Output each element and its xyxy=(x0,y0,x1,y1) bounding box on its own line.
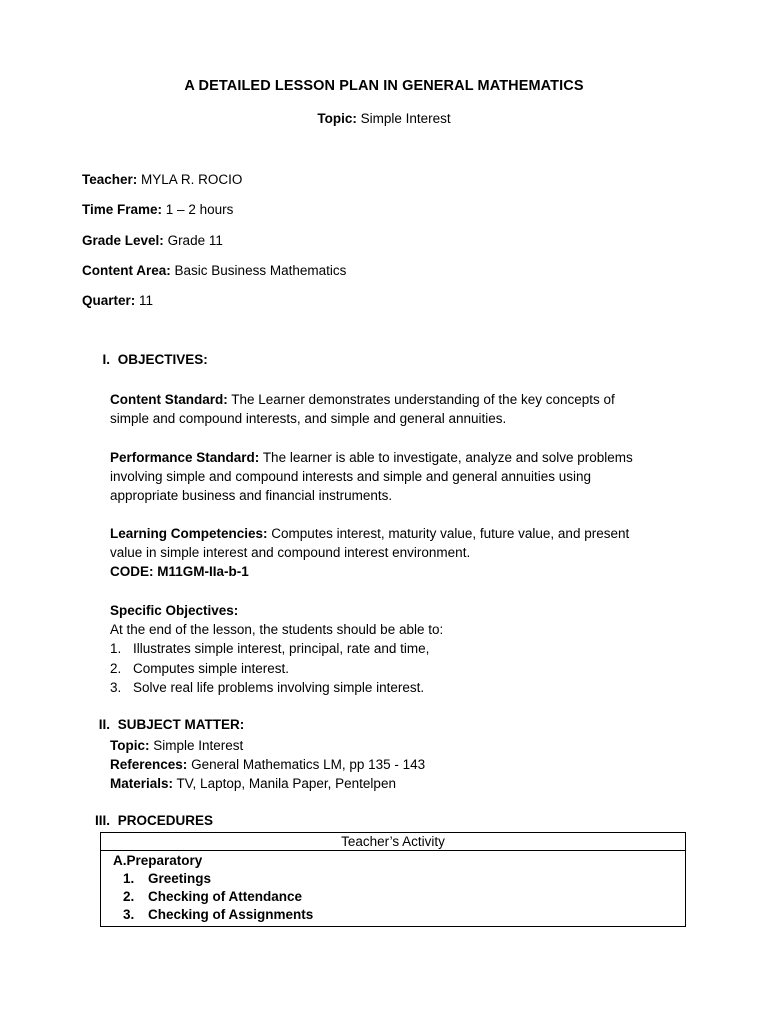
section-objectives-heading xyxy=(84,352,208,367)
preparatory-list xyxy=(113,870,685,924)
section-title: OBJECTIVES: xyxy=(117,352,208,367)
list-item xyxy=(123,888,685,906)
table-header-row xyxy=(101,833,686,851)
meta-label: Grade Level: xyxy=(82,232,164,248)
competencies-label: Learning Competencies: xyxy=(110,526,268,541)
section-title: SUBJECT MATTER: xyxy=(117,717,245,732)
section-subject-matter-heading xyxy=(84,717,244,732)
list-text: Greetings xyxy=(148,871,212,886)
list-item xyxy=(110,659,680,678)
table-header-teachers-activity: Teacher’s Activity xyxy=(101,833,686,851)
list-text: Solve real life problems involving simple interest. xyxy=(133,679,425,695)
competency-code: CODE: M11GM-IIa-b-1 xyxy=(110,564,249,580)
list-item xyxy=(123,870,685,888)
topic-label: Topic: xyxy=(317,111,357,126)
list-text: Computes simple interest. xyxy=(133,660,290,676)
list-number: 1. xyxy=(123,871,135,886)
meta-label: Teacher: xyxy=(82,172,138,187)
meta-label: Quarter: xyxy=(82,293,136,309)
list-item xyxy=(123,906,685,924)
meta-quarter xyxy=(82,292,346,322)
meta-grade-level xyxy=(82,232,346,262)
specific-objectives xyxy=(110,601,680,697)
procedures-table xyxy=(100,832,686,927)
specific-objectives-list xyxy=(110,639,680,697)
meta-label: Content Area: xyxy=(82,262,171,278)
list-text: Illustrates simple interest, principal, rate and time, xyxy=(133,641,430,657)
list-item xyxy=(110,639,680,658)
document-title: A DETAILED LESSON PLAN IN GENERAL MATHEMATICS xyxy=(184,78,584,94)
sm-topic-value: Simple Interest xyxy=(153,738,244,753)
section-procedures-heading xyxy=(84,813,213,828)
meta-value: 11 xyxy=(139,293,154,309)
section-number: I. xyxy=(102,352,110,367)
list-number: 3. xyxy=(123,907,135,922)
meta-value: Basic Business Mathematics xyxy=(174,262,347,278)
meta-content-area xyxy=(82,262,346,292)
performance-standard-label: Performance Standard: xyxy=(110,450,260,465)
sm-topic-label: Topic: xyxy=(110,738,150,753)
content-standard-text: simple and compound interests, and simple and general annuities. xyxy=(110,411,507,427)
sm-references-value: General Mathematics LM, pp 135 - 143 xyxy=(191,757,426,773)
list-text: Checking of Attendance xyxy=(148,889,303,904)
list-text: Checking of Assignments xyxy=(148,907,314,922)
list-number: 2. xyxy=(110,660,122,676)
sm-materials-label: Materials: xyxy=(110,776,174,792)
meta-value: MYLA R. ROCIO xyxy=(141,172,243,187)
section-title: PROCEDURES xyxy=(117,813,214,828)
meta-value: 1 – 2 hours xyxy=(165,202,234,218)
section-number: III. xyxy=(94,813,110,828)
specific-objectives-intro: At the end of the lesson, the students should be able to: xyxy=(110,622,444,638)
performance-standard xyxy=(110,448,680,506)
performance-standard-text: involving simple and compound interests and simple and general annuities using xyxy=(110,469,592,485)
meta-label: Time Frame: xyxy=(82,202,163,218)
specific-objectives-label: Specific Objectives: xyxy=(110,603,239,618)
section-number: II. xyxy=(98,717,110,732)
list-number: 2. xyxy=(123,889,135,904)
performance-standard-text: appropriate business and financial instruments. xyxy=(110,488,393,504)
competencies-text: value in simple interest and compound interest environment. xyxy=(110,545,471,561)
sm-references-label: References: xyxy=(110,757,188,773)
sm-materials-value: TV, Laptop, Manila Paper, Pentelpen xyxy=(176,776,396,792)
list-item xyxy=(110,678,680,697)
subject-matter-details xyxy=(110,736,680,794)
content-standard xyxy=(110,390,680,428)
list-number: 1. xyxy=(110,641,122,657)
performance-standard-text: The learner is able to investigate, analyze and solve problems xyxy=(262,450,633,465)
lesson-meta xyxy=(82,171,346,322)
content-standard-text: The Learner demonstrates understanding of the key concepts of xyxy=(231,392,615,407)
table-row xyxy=(101,851,686,927)
meta-time-frame xyxy=(82,201,346,231)
list-number: 3. xyxy=(110,679,122,695)
topic-value: Simple Interest xyxy=(360,111,451,126)
competencies-text: Computes interest, maturity value, future value, and present xyxy=(271,526,630,541)
meta-teacher xyxy=(82,171,346,201)
content-standard-label: Content Standard: xyxy=(110,392,228,407)
document-topic xyxy=(0,111,768,126)
learning-competencies xyxy=(110,524,680,582)
meta-value: Grade 11 xyxy=(167,232,223,248)
preparatory-label: A.Preparatory xyxy=(113,853,203,868)
table-cell-preparatory xyxy=(101,851,686,927)
